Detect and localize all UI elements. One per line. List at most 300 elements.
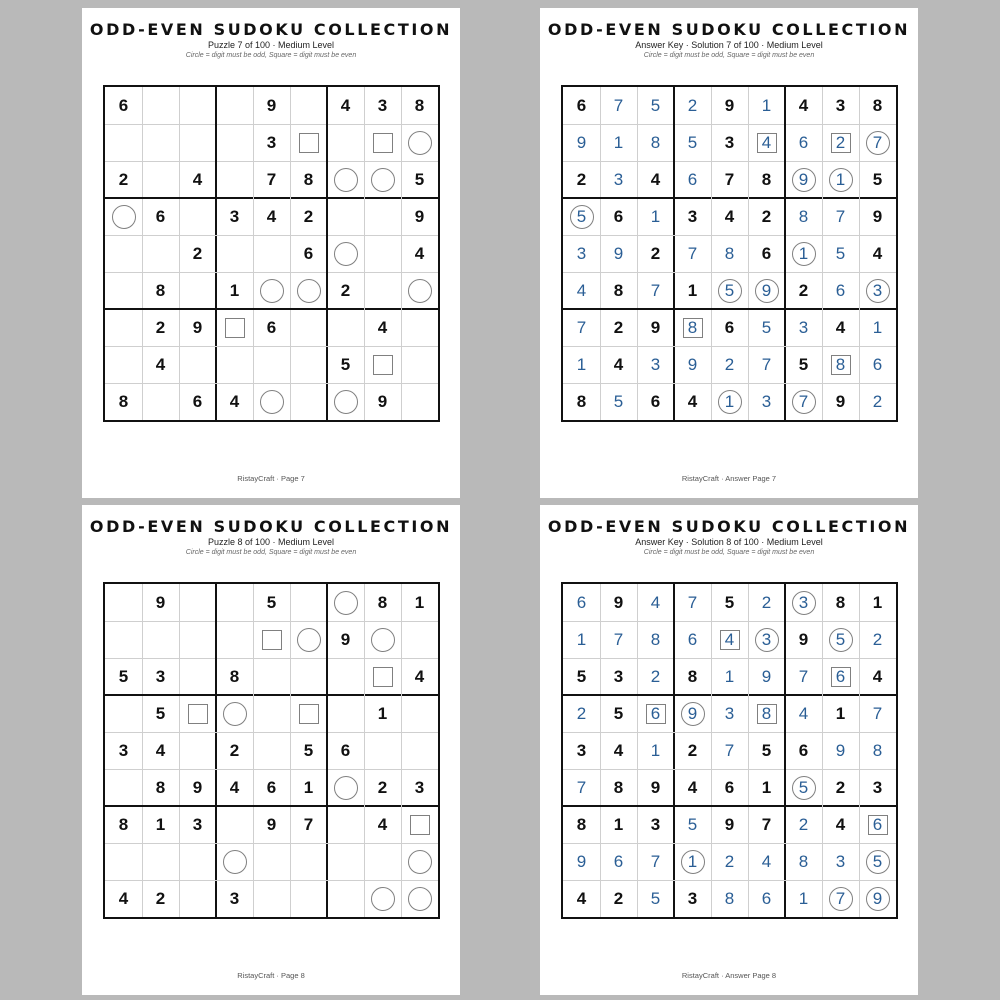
even-square-marker [373, 355, 393, 375]
solution-digit: 9 [761, 281, 772, 300]
solution-digit: 7 [613, 630, 624, 649]
sudoku-cell [859, 769, 896, 806]
solution-digit: 1 [872, 318, 883, 337]
sudoku-cell [637, 880, 674, 917]
sudoku-cell [822, 87, 859, 124]
sudoku-cell [290, 880, 327, 917]
sudoku-cell [253, 584, 290, 621]
sudoku-cell [674, 87, 711, 124]
sudoku-cell [711, 198, 748, 235]
sudoku-cell [785, 87, 822, 124]
given-digit: 2 [761, 207, 772, 226]
sudoku-cell [711, 161, 748, 198]
given-digit: 4 [414, 244, 425, 263]
odd-circle-marker [408, 131, 432, 155]
given-digit: 5 [340, 355, 351, 374]
odd-circle-marker [408, 850, 432, 874]
sudoku-cell [105, 658, 142, 695]
solution-digit: 7 [687, 244, 698, 263]
solution-digit: 7 [687, 593, 698, 612]
sudoku-cell [748, 732, 785, 769]
given-digit: 4 [835, 318, 846, 337]
sudoku-cell [600, 124, 637, 161]
sudoku-cell [105, 732, 142, 769]
sudoku-cell [674, 309, 711, 346]
given-digit: 2 [192, 244, 203, 263]
sudoku-cell [859, 87, 896, 124]
sudoku-cell [327, 346, 364, 383]
odd-circle-marker [408, 279, 432, 303]
even-square-marker [373, 133, 393, 153]
given-digit: 2 [340, 281, 351, 300]
sudoku-cell [401, 621, 438, 658]
sudoku-cell [253, 235, 290, 272]
sudoku-cell [748, 383, 785, 420]
solution-digit: 5 [761, 318, 772, 337]
sudoku-cell [711, 309, 748, 346]
odd-circle-marker [334, 168, 358, 192]
given-digit: 4 [872, 667, 883, 686]
solution-digit: 6 [687, 630, 698, 649]
sudoku-cell [822, 235, 859, 272]
sudoku-cell [748, 584, 785, 621]
sudoku-cell [364, 732, 401, 769]
sudoku-cell [859, 383, 896, 420]
sudoku-cell [290, 621, 327, 658]
solution-digit: 3 [761, 392, 772, 411]
solution-digit: 4 [724, 630, 735, 649]
page-subtitle: Answer Key · Solution 8 of 100 · Medium Level [635, 537, 823, 547]
given-digit: 3 [229, 889, 240, 908]
sudoku-cell [327, 198, 364, 235]
sudoku-cell [711, 695, 748, 732]
odd-circle-marker [371, 168, 395, 192]
sudoku-cell [142, 658, 179, 695]
sudoku-cell [216, 769, 253, 806]
given-digit: 5 [414, 170, 425, 189]
sudoku-cell [364, 309, 401, 346]
given-digit: 7 [266, 170, 277, 189]
solution-digit: 7 [835, 889, 846, 908]
sudoku-cell [600, 880, 637, 917]
solution-digit: 2 [724, 355, 735, 374]
solution-digit: 6 [687, 170, 698, 189]
sudoku-cell [364, 880, 401, 917]
sudoku-cell [105, 769, 142, 806]
given-digit: 3 [377, 96, 388, 115]
sudoku-cell [253, 87, 290, 124]
sudoku-cell [401, 732, 438, 769]
sudoku-cell [290, 161, 327, 198]
odd-circle-marker [297, 279, 321, 303]
sudoku-cell [401, 383, 438, 420]
sudoku-cell [859, 272, 896, 309]
solution-digit: 1 [798, 244, 809, 263]
sudoku-cell [401, 309, 438, 346]
sudoku-cell [216, 880, 253, 917]
given-digit: 9 [798, 630, 809, 649]
sudoku-cell [711, 880, 748, 917]
sudoku-cell [674, 584, 711, 621]
sudoku-cell [822, 309, 859, 346]
solution-digit: 8 [798, 207, 809, 226]
sudoku-cell [253, 272, 290, 309]
page-title: ODD-EVEN SUDOKU COLLECTION [547, 517, 911, 536]
sudoku-cell [785, 235, 822, 272]
sudoku-cell [637, 769, 674, 806]
solution-digit: 1 [576, 355, 587, 374]
odd-circle-marker [334, 591, 358, 615]
solution-digit: 8 [687, 318, 698, 337]
odd-circle-marker [334, 390, 358, 414]
page-footer: RistayCraft · Answer Page 7 [681, 474, 777, 483]
sudoku-cell [563, 584, 600, 621]
sudoku-cell [364, 198, 401, 235]
sudoku-cell [401, 658, 438, 695]
solution-digit: 5 [798, 778, 809, 797]
sudoku-cell [785, 658, 822, 695]
given-digit: 2 [118, 170, 129, 189]
sudoku-cell [253, 309, 290, 346]
solution-digit: 8 [724, 889, 735, 908]
sudoku-grid [103, 582, 440, 919]
given-digit: 3 [576, 741, 587, 760]
given-digit: 1 [303, 778, 314, 797]
solution-digit: 4 [576, 281, 587, 300]
puzzle-page-7 [82, 8, 460, 498]
sudoku-cell [711, 272, 748, 309]
sudoku-cell [748, 198, 785, 235]
sudoku-cell [105, 621, 142, 658]
solution-digit: 9 [872, 889, 883, 908]
sudoku-cell [290, 658, 327, 695]
sudoku-cell [637, 272, 674, 309]
given-digit: 8 [613, 281, 624, 300]
given-digit: 4 [266, 207, 277, 226]
sudoku-cell [600, 235, 637, 272]
solution-digit: 6 [798, 133, 809, 152]
page-subtitle: Answer Key · Solution 7 of 100 · Medium Level [635, 40, 823, 50]
given-digit: 9 [724, 815, 735, 834]
sudoku-cell [637, 346, 674, 383]
sudoku-cell [401, 87, 438, 124]
sudoku-cell [105, 584, 142, 621]
solution-digit: 3 [613, 170, 624, 189]
sudoku-cell [785, 695, 822, 732]
sudoku-cell [216, 235, 253, 272]
solution-digit: 8 [798, 852, 809, 871]
sudoku-cell [142, 309, 179, 346]
sudoku-cell [216, 584, 253, 621]
given-digit: 6 [576, 96, 587, 115]
solution-digit: 3 [872, 281, 883, 300]
sudoku-cell [822, 806, 859, 843]
given-digit: 7 [303, 815, 314, 834]
sudoku-cell [216, 621, 253, 658]
solution-digit: 3 [724, 704, 735, 723]
given-digit: 6 [761, 244, 772, 263]
sudoku-cell [859, 695, 896, 732]
sudoku-cell [822, 732, 859, 769]
sudoku-cell [600, 769, 637, 806]
sudoku-cell [637, 235, 674, 272]
sudoku-cell [364, 584, 401, 621]
sudoku-cell [142, 272, 179, 309]
given-digit: 4 [192, 170, 203, 189]
sudoku-cell [748, 272, 785, 309]
sudoku-grid [561, 582, 898, 919]
sudoku-grid [561, 85, 898, 422]
sudoku-cell [364, 161, 401, 198]
solution-digit: 1 [687, 852, 698, 871]
given-digit: 9 [835, 392, 846, 411]
sudoku-cell [822, 658, 859, 695]
solution-digit: 5 [687, 815, 698, 834]
given-digit: 8 [155, 281, 166, 300]
sudoku-cell [290, 309, 327, 346]
given-digit: 4 [118, 889, 129, 908]
solution-digit: 8 [650, 133, 661, 152]
sudoku-cell [290, 843, 327, 880]
sudoku-cell [327, 161, 364, 198]
sudoku-cell [142, 695, 179, 732]
sudoku-cell [290, 584, 327, 621]
sudoku-cell [748, 235, 785, 272]
sudoku-cell [401, 161, 438, 198]
sudoku-cell [290, 235, 327, 272]
given-digit: 3 [414, 778, 425, 797]
sudoku-cell [253, 383, 290, 420]
given-digit: 1 [414, 593, 425, 612]
odd-circle-marker [223, 702, 247, 726]
sudoku-cell [364, 769, 401, 806]
sudoku-cell [364, 235, 401, 272]
sudoku-cell [637, 309, 674, 346]
solution-digit: 2 [761, 593, 772, 612]
sudoku-cell [364, 383, 401, 420]
given-digit: 6 [798, 741, 809, 760]
sudoku-cell [105, 161, 142, 198]
sudoku-cell [859, 621, 896, 658]
sudoku-cell [179, 272, 216, 309]
solution-digit: 7 [576, 318, 587, 337]
sudoku-cell [290, 124, 327, 161]
sudoku-cell [179, 584, 216, 621]
solution-digit: 2 [724, 852, 735, 871]
sudoku-cell [105, 843, 142, 880]
sudoku-cell [674, 272, 711, 309]
sudoku-cell [822, 124, 859, 161]
sudoku-cell [822, 383, 859, 420]
even-square-marker [225, 318, 245, 338]
sudoku-cell [216, 272, 253, 309]
sudoku-cell [216, 87, 253, 124]
given-digit: 5 [798, 355, 809, 374]
sudoku-cell [216, 309, 253, 346]
solution-digit: 5 [687, 133, 698, 152]
sudoku-cell [822, 346, 859, 383]
sudoku-cell [179, 732, 216, 769]
sudoku-cell [179, 695, 216, 732]
solution-digit: 4 [761, 852, 772, 871]
sudoku-cell [563, 880, 600, 917]
sudoku-cell [859, 346, 896, 383]
sudoku-cell [785, 880, 822, 917]
sudoku-cell [748, 806, 785, 843]
solution-digit: 8 [835, 355, 846, 374]
sudoku-cell [216, 732, 253, 769]
solution-digit: 3 [650, 355, 661, 374]
odd-circle-marker [334, 242, 358, 266]
page-subtitle: Puzzle 8 of 100 · Medium Level [207, 537, 335, 547]
sudoku-cell [822, 843, 859, 880]
sudoku-cell [600, 346, 637, 383]
given-digit: 2 [155, 318, 166, 337]
sudoku-cell [785, 272, 822, 309]
sudoku-cell [364, 124, 401, 161]
sudoku-cell [290, 346, 327, 383]
sudoku-cell [859, 309, 896, 346]
sudoku-cell [674, 769, 711, 806]
given-digit: 4 [798, 96, 809, 115]
solution-digit: 6 [872, 355, 883, 374]
sudoku-cell [822, 695, 859, 732]
sudoku-cell [822, 769, 859, 806]
page-title: ODD-EVEN SUDOKU COLLECTION [547, 20, 911, 39]
solution-digit: 7 [724, 741, 735, 760]
sudoku-cell [859, 658, 896, 695]
odd-circle-marker [260, 390, 284, 414]
sudoku-cell [327, 124, 364, 161]
given-digit: 4 [229, 392, 240, 411]
sudoku-cell [364, 695, 401, 732]
given-digit: 3 [155, 667, 166, 686]
sudoku-cell [401, 695, 438, 732]
given-digit: 4 [835, 815, 846, 834]
sudoku-cell [105, 87, 142, 124]
solution-digit: 3 [576, 244, 587, 263]
solution-digit: 6 [835, 281, 846, 300]
sudoku-cell [179, 880, 216, 917]
sudoku-cell [179, 621, 216, 658]
sudoku-cell [105, 124, 142, 161]
given-digit: 4 [687, 778, 698, 797]
sudoku-cell [179, 843, 216, 880]
sudoku-cell [105, 383, 142, 420]
solution-digit: 8 [650, 630, 661, 649]
solution-digit: 1 [798, 889, 809, 908]
sudoku-cell [711, 732, 748, 769]
sudoku-cell [859, 843, 896, 880]
sudoku-cell [364, 843, 401, 880]
odd-circle-marker [260, 279, 284, 303]
sudoku-cell [401, 272, 438, 309]
page-title: ODD-EVEN SUDOKU COLLECTION [89, 20, 453, 39]
given-digit: 3 [192, 815, 203, 834]
solution-digit: 7 [650, 852, 661, 871]
sudoku-cell [563, 346, 600, 383]
solution-digit: 4 [798, 704, 809, 723]
sudoku-cell [600, 584, 637, 621]
even-square-marker [188, 704, 208, 724]
solution-digit: 1 [650, 207, 661, 226]
sudoku-cell [142, 880, 179, 917]
sudoku-cell [637, 843, 674, 880]
sudoku-cell [290, 695, 327, 732]
sudoku-cell [142, 383, 179, 420]
solution-digit: 9 [613, 244, 624, 263]
sudoku-cell [600, 198, 637, 235]
sudoku-cell [142, 806, 179, 843]
given-digit: 3 [724, 133, 735, 152]
solution-digit: 1 [613, 133, 624, 152]
sudoku-cell [859, 732, 896, 769]
sudoku-cell [859, 806, 896, 843]
sudoku-cell [674, 235, 711, 272]
sudoku-cell [563, 309, 600, 346]
sudoku-cell [711, 584, 748, 621]
given-digit: 8 [118, 815, 129, 834]
given-digit: 6 [118, 96, 129, 115]
page-footer: RistayCraft · Page 7 [237, 474, 305, 483]
given-digit: 9 [650, 778, 661, 797]
solution-digit: 4 [761, 133, 772, 152]
given-digit: 3 [687, 889, 698, 908]
solution-digit: 9 [687, 355, 698, 374]
sudoku-cell [674, 843, 711, 880]
sudoku-cell [327, 732, 364, 769]
sudoku-cell [822, 880, 859, 917]
odd-circle-marker [371, 628, 395, 652]
sudoku-cell [401, 235, 438, 272]
given-digit: 4 [724, 207, 735, 226]
sudoku-cell [142, 346, 179, 383]
page-subtitle: Puzzle 7 of 100 · Medium Level [207, 40, 335, 50]
sudoku-cell [179, 769, 216, 806]
given-digit: 9 [266, 96, 277, 115]
solution-digit: 9 [761, 667, 772, 686]
given-digit: 4 [576, 889, 587, 908]
solution-digit: 2 [872, 392, 883, 411]
given-digit: 6 [192, 392, 203, 411]
solution-digit: 2 [576, 704, 587, 723]
given-digit: 3 [650, 815, 661, 834]
given-digit: 9 [414, 207, 425, 226]
given-digit: 1 [835, 704, 846, 723]
solution-digit: 9 [798, 170, 809, 189]
sudoku-cell [748, 346, 785, 383]
solution-digit: 1 [835, 170, 846, 189]
puzzle-page-8 [82, 505, 460, 995]
given-digit: 9 [872, 207, 883, 226]
sudoku-cell [216, 695, 253, 732]
given-digit: 5 [761, 741, 772, 760]
sudoku-cell [179, 658, 216, 695]
sudoku-cell [105, 235, 142, 272]
sudoku-cell [674, 621, 711, 658]
given-digit: 4 [377, 815, 388, 834]
sudoku-cell [637, 383, 674, 420]
shape-legend: Circle = digit must be odd, Square = digit must be even [185, 52, 357, 59]
solution-digit: 6 [613, 852, 624, 871]
given-digit: 5 [872, 170, 883, 189]
sudoku-cell [637, 161, 674, 198]
sudoku-cell [327, 235, 364, 272]
sudoku-cell [142, 87, 179, 124]
given-digit: 1 [613, 815, 624, 834]
sudoku-cell [364, 658, 401, 695]
sudoku-cell [364, 272, 401, 309]
